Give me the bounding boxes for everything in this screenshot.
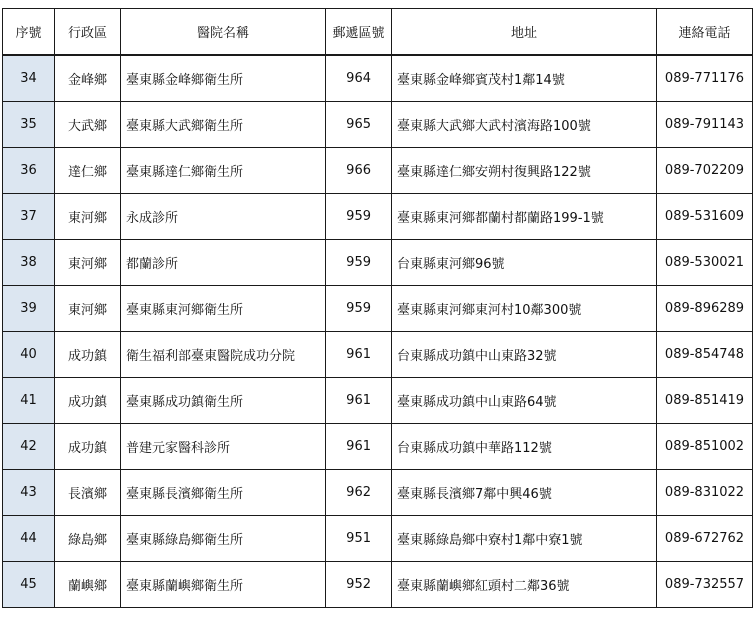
cell-no: 37 xyxy=(3,194,55,240)
cell-hospital-name: 衛生福利部臺東醫院成功分院 xyxy=(121,332,326,378)
cell-hospital-name: 永成診所 xyxy=(121,194,326,240)
hospital-table xyxy=(2,8,753,608)
cell-hospital-name: 臺東縣達仁鄉衛生所 xyxy=(121,148,326,194)
cell-no: 35 xyxy=(3,102,55,148)
cell-phone: 089-831022 xyxy=(657,470,753,516)
cell-zip: 959 xyxy=(326,240,392,286)
cell-district: 綠島鄉 xyxy=(55,516,121,562)
cell-zip: 962 xyxy=(326,470,392,516)
cell-zip: 959 xyxy=(326,194,392,240)
table-row xyxy=(3,286,753,332)
table-row xyxy=(3,516,753,562)
cell-no: 39 xyxy=(3,286,55,332)
cell-zip: 965 xyxy=(326,102,392,148)
header-address: 地址 xyxy=(392,9,657,56)
cell-no: 36 xyxy=(3,148,55,194)
cell-zip: 952 xyxy=(326,562,392,608)
cell-address: 臺東縣長濱鄉7鄰中興46號 xyxy=(392,470,657,516)
cell-address: 台東縣成功鎮中華路112號 xyxy=(392,424,657,470)
cell-no: 42 xyxy=(3,424,55,470)
cell-district: 成功鎮 xyxy=(55,332,121,378)
cell-phone: 089-854748 xyxy=(657,332,753,378)
cell-hospital-name: 臺東縣大武鄉衛生所 xyxy=(121,102,326,148)
cell-district: 東河鄉 xyxy=(55,286,121,332)
cell-phone: 089-530021 xyxy=(657,240,753,286)
cell-phone: 089-672762 xyxy=(657,516,753,562)
cell-phone: 089-732557 xyxy=(657,562,753,608)
table-row xyxy=(3,424,753,470)
cell-address: 台東縣成功鎮中山東路32號 xyxy=(392,332,657,378)
cell-no: 38 xyxy=(3,240,55,286)
cell-hospital-name: 臺東縣成功鎮衛生所 xyxy=(121,378,326,424)
table-row xyxy=(3,194,753,240)
cell-hospital-name: 普建元家醫科診所 xyxy=(121,424,326,470)
hospital-table-container xyxy=(2,8,753,608)
cell-address: 臺東縣綠島鄉中寮村1鄰中寮1號 xyxy=(392,516,657,562)
cell-zip: 964 xyxy=(326,55,392,102)
cell-district: 成功鎮 xyxy=(55,378,121,424)
cell-no: 40 xyxy=(3,332,55,378)
cell-no: 43 xyxy=(3,470,55,516)
cell-zip: 959 xyxy=(326,286,392,332)
cell-hospital-name: 臺東縣東河鄉衛生所 xyxy=(121,286,326,332)
cell-hospital-name: 都蘭診所 xyxy=(121,240,326,286)
table-row xyxy=(3,240,753,286)
cell-phone: 089-851419 xyxy=(657,378,753,424)
cell-phone: 089-791143 xyxy=(657,102,753,148)
cell-hospital-name: 臺東縣金峰鄉衛生所 xyxy=(121,55,326,102)
cell-district: 大武鄉 xyxy=(55,102,121,148)
cell-address: 台東縣東河鄉96號 xyxy=(392,240,657,286)
cell-hospital-name: 臺東縣長濱鄉衛生所 xyxy=(121,470,326,516)
table-row xyxy=(3,470,753,516)
cell-no: 34 xyxy=(3,55,55,102)
cell-zip: 961 xyxy=(326,424,392,470)
table-row xyxy=(3,102,753,148)
cell-phone: 089-702209 xyxy=(657,148,753,194)
cell-no: 45 xyxy=(3,562,55,608)
cell-district: 達仁鄉 xyxy=(55,148,121,194)
cell-phone: 089-771176 xyxy=(657,55,753,102)
header-district: 行政區 xyxy=(55,9,121,56)
cell-address: 臺東縣達仁鄉安朔村復興路122號 xyxy=(392,148,657,194)
header-phone: 連絡電話 xyxy=(657,9,753,56)
cell-address: 臺東縣大武鄉大武村濱海路100號 xyxy=(392,102,657,148)
table-row xyxy=(3,332,753,378)
cell-district: 東河鄉 xyxy=(55,194,121,240)
table-row xyxy=(3,378,753,424)
cell-zip: 961 xyxy=(326,332,392,378)
header-no: 序號 xyxy=(3,9,55,56)
table-row xyxy=(3,55,753,102)
header-hospital-name: 醫院名稱 xyxy=(121,9,326,56)
cell-hospital-name: 臺東縣蘭嶼鄉衛生所 xyxy=(121,562,326,608)
cell-zip: 966 xyxy=(326,148,392,194)
cell-phone: 089-851002 xyxy=(657,424,753,470)
cell-district: 成功鎮 xyxy=(55,424,121,470)
cell-address: 臺東縣金峰鄉賓茂村1鄰14號 xyxy=(392,55,657,102)
header-zip: 郵遞區號 xyxy=(326,9,392,56)
table-row xyxy=(3,148,753,194)
cell-hospital-name: 臺東縣綠島鄉衛生所 xyxy=(121,516,326,562)
table-header-row xyxy=(3,9,753,56)
cell-address: 臺東縣蘭嶼鄉紅頭村二鄰36號 xyxy=(392,562,657,608)
cell-address: 臺東縣東河鄉東河村10鄰300號 xyxy=(392,286,657,332)
cell-district: 蘭嶼鄉 xyxy=(55,562,121,608)
cell-address: 臺東縣東河鄉都蘭村都蘭路199-1號 xyxy=(392,194,657,240)
cell-no: 41 xyxy=(3,378,55,424)
cell-address: 臺東縣成功鎮中山東路64號 xyxy=(392,378,657,424)
cell-zip: 961 xyxy=(326,378,392,424)
cell-phone: 089-531609 xyxy=(657,194,753,240)
cell-phone: 089-896289 xyxy=(657,286,753,332)
cell-zip: 951 xyxy=(326,516,392,562)
cell-no: 44 xyxy=(3,516,55,562)
cell-district: 長濱鄉 xyxy=(55,470,121,516)
cell-district: 金峰鄉 xyxy=(55,55,121,102)
table-row xyxy=(3,562,753,608)
cell-district: 東河鄉 xyxy=(55,240,121,286)
